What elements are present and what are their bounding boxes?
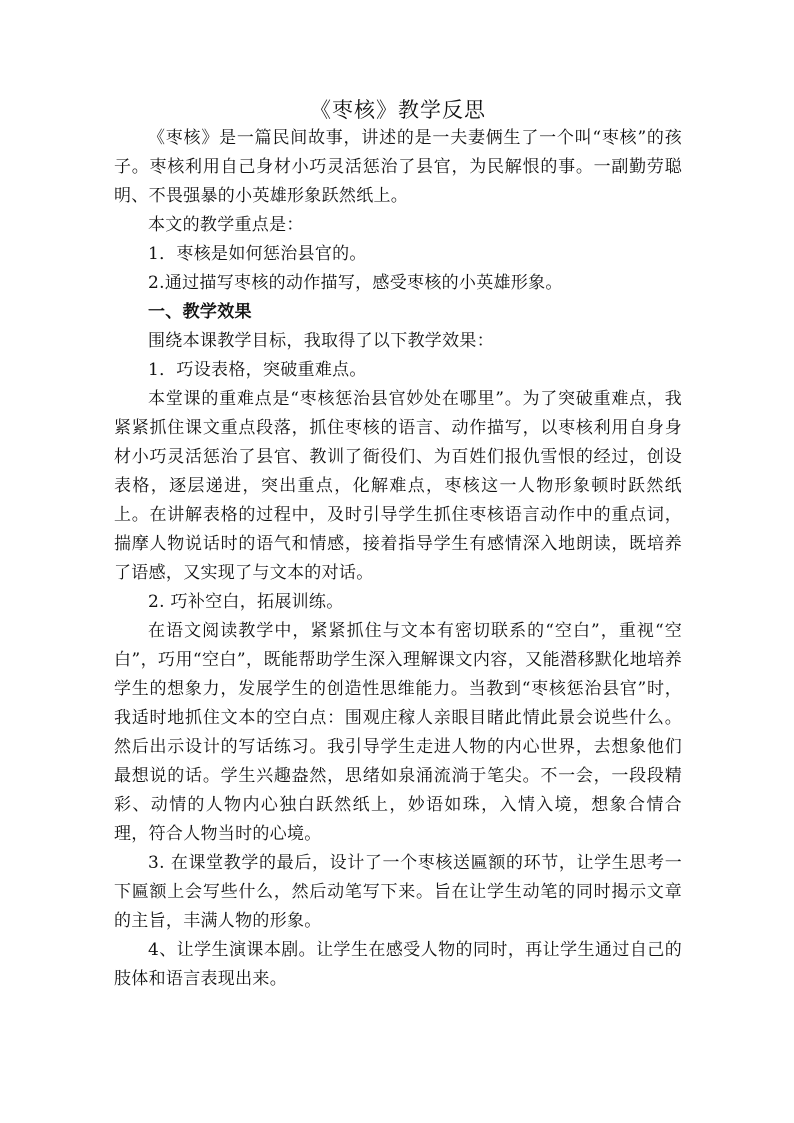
paragraph-focus-2: 2.通过描写枣核的动作描写，感受枣核的小英雄形象。 [148, 273, 563, 293]
paragraph-item-3: 3. 在课堂教学的最后，设计了一个枣核送匾额的环节，让学生思考一下匾额上会写些什么，然后动笔写下来。旨在让学生动笔的同时揭示文章的主旨，丰满人物的形象。 [114, 853, 682, 931]
section-heading-effects: 一、教学效果 [148, 302, 252, 322]
paragraph-intro: 《枣核》是一篇民间故事，讲述的是一夫妻俩生了一个叫“枣核”的孩子。枣核利用自己身材小巧灵活惩治了县官，为民解恨的事。一副勤劳聪明、不畏强暴的小英雄形象跃然纸上。 [114, 128, 682, 206]
paragraph-item-2-body: 在语文阅读教学中，紧紧抓住与文本有密切联系的“空白”，重视“空白”，巧用“空白”，既能帮助学生深入理解课文内容，又能潜移默化地培养学生的想象力，发展学生的创造性思维能力。当教到“枣核惩治县官”时，我适时地抓住文本的空白点：围观庄稼人亲眼目睹此情此景会说些什么。然后出示设计的写话练习。我引导学生走进人物的内心世界，去想象他们最想说的话。学生兴趣盎然，思绪如泉涌流淌于笔尖。不一会，一段段精彩、动情的人物内心独白跃然纸上，妙语如珠，入情入境，想象合情合理，符合人物当时的心境。 [114, 621, 682, 844]
document-page [114, 96, 682, 994]
document-title: 《枣核》教学反思 [310, 98, 486, 122]
paragraph-focus-1: 1．枣核是如何惩治县官的。 [148, 244, 367, 264]
paragraph-item-1-body: 本堂课的重难点是“枣核惩治县官妙处在哪里”。为了突破重难点，我紧紧抓住课文重点段落，抓住枣核的语言、动作描写，以枣核利用自身身材小巧灵活惩治了县官、教训了衙役们、为百姓们报仇雪恨的经过，创设表格，逐层递进，突出重点，化解难点，枣核这一人物形象顿时跃然纸上。在讲解表格的过程中，及时引导学生抓住枣核语言动作中的重点词，揣摩人物说话时的语气和情感，接着指导学生有感情深入地朗读，既培养了语感，又实现了与文本的对话。 [114, 389, 682, 583]
paragraph-item-4: 4、让学生演课本剧。让学生在感受人物的同时，再让学生通过自己的肢体和语言表现出来。 [114, 940, 682, 989]
paragraph-focus-label: 本文的教学重点是： [148, 215, 304, 235]
paragraph-effects-intro: 围绕本课教学目标，我取得了以下教学效果： [148, 331, 494, 351]
paragraph-item-2-title: 2. 巧补空白，拓展训练。 [148, 592, 344, 612]
paragraph-item-1-title: 1．巧设表格，突破重难点。 [148, 360, 367, 380]
